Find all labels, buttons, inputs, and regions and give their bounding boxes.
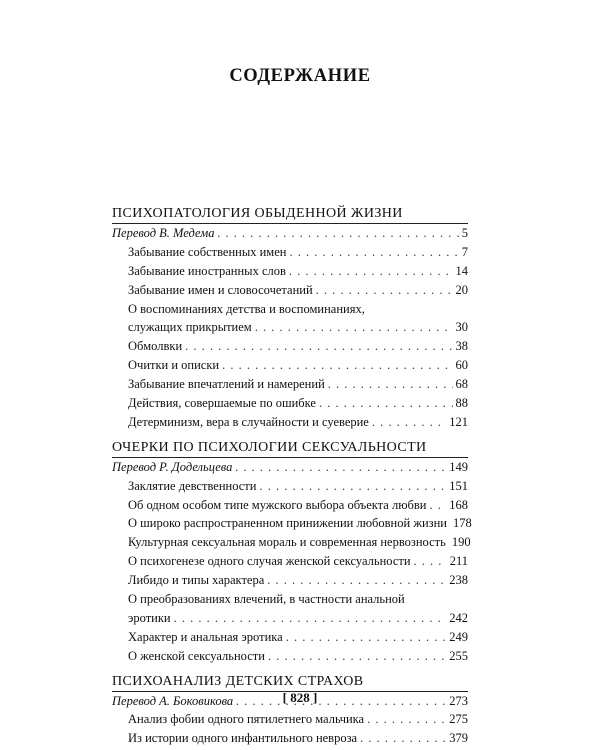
page-number: [ 828 ]	[282, 690, 318, 705]
page-ref: 379	[449, 731, 468, 746]
toc-item	[112, 729, 468, 748]
page-ref: 149	[449, 459, 468, 474]
page-ref: 275	[449, 712, 468, 727]
toc-item-label: Обмолвки	[128, 339, 183, 354]
leader-dots	[429, 496, 446, 515]
leader-dots	[268, 647, 446, 666]
page-ref: 30	[455, 320, 468, 335]
section-title: ПСИХОПАТОЛОГИЯ ОБЫДЕННОЙ ЖИЗНИ	[112, 206, 403, 221]
page-ref: 249	[449, 629, 468, 644]
page-ref: 238	[449, 573, 468, 588]
toc-item-label: Анализ фобии одного пятилетнего мальчика	[128, 712, 365, 727]
toc-item	[112, 628, 468, 647]
leader-dots	[316, 281, 453, 300]
toc-item-label: О психогенезе одного случая женской сексуальности	[128, 554, 411, 569]
toc-item	[112, 571, 468, 590]
page-title: СОДЕРЖАНИЕ	[229, 66, 371, 86]
leader-dots	[222, 356, 452, 375]
toc-item-label: Детерминизм, вера в случайности и суеверие	[128, 414, 369, 429]
toc-item-label: Либидо и типы характера	[128, 573, 265, 588]
toc-section	[112, 206, 468, 432]
toc-item-label: Об одном особом типе мужского выбора объекта любви	[128, 497, 427, 512]
leader-dots	[372, 413, 446, 432]
page-ref: 68	[455, 377, 468, 392]
toc-item-label: Характер и анальная эротика	[128, 629, 283, 644]
toc-item	[112, 590, 468, 628]
translator-label: Перевод Р. Додельцева	[112, 459, 233, 474]
toc-item-label: Забывание иностранных слов	[128, 263, 286, 278]
toc-item	[112, 337, 468, 356]
leader-dots	[259, 477, 446, 496]
toc-item-label: Действия, совершаемые по ошибке	[128, 396, 316, 410]
toc-item-label: О широко распространенном принижении любовной жизни	[128, 516, 447, 531]
page-ref: 242	[449, 610, 468, 625]
leader-dots	[286, 628, 447, 647]
toc-item-label: служащих прикрытием	[128, 320, 252, 335]
page-ref: 5	[461, 225, 468, 240]
page-ref: 168	[449, 497, 468, 512]
leader-dots	[174, 609, 447, 628]
leader-dots	[235, 458, 446, 477]
page-ref: 38	[455, 339, 468, 354]
toc-item-label: Культурная сексуальная мораль и современная нервозность	[128, 535, 446, 550]
translator-row	[112, 224, 468, 243]
page-ref: 211	[449, 554, 468, 569]
page-ref: 20	[455, 282, 468, 297]
leader-dots	[289, 262, 453, 281]
leader-dots	[289, 243, 458, 262]
toc-item-label: Очитки и описки	[128, 358, 220, 373]
toc-item	[112, 533, 471, 552]
page-ref: 178	[452, 516, 472, 531]
section-title: ПСИХОАНАЛИЗ ДЕТСКИХ СТРАХОВ	[112, 673, 364, 689]
toc-item	[112, 710, 468, 729]
toc-item	[112, 647, 468, 666]
leader-dots	[414, 552, 447, 571]
page-ref: 7	[461, 244, 468, 259]
leader-dots	[319, 394, 453, 413]
toc-section	[112, 439, 472, 666]
page-ref: 151	[449, 478, 468, 493]
toc-item	[112, 477, 468, 496]
toc-item	[112, 496, 468, 515]
table-of-contents	[112, 206, 472, 748]
toc-item	[112, 243, 468, 262]
translator-label: Перевод В. Медема	[112, 225, 215, 240]
toc-item-label: эротики	[128, 610, 171, 625]
toc-item-label-line1: О преобразованиях влечений, в частности анальной	[128, 592, 405, 607]
leader-dots	[367, 710, 446, 729]
toc-item-label: Забывание имен и словосочетаний	[128, 282, 313, 297]
toc-item	[112, 300, 468, 338]
toc-item-label: Заклятие девственности	[128, 478, 257, 493]
translator-label: Перевод А. Боковикова	[112, 693, 234, 708]
toc-item-label: Забывание собственных имен	[128, 244, 287, 259]
toc-item-label: О женской сексуальности	[128, 648, 265, 663]
page-ref: 190	[451, 535, 471, 550]
page-ref: 88	[455, 396, 468, 410]
translator-row	[112, 458, 468, 477]
toc-item	[112, 262, 468, 281]
leader-dots	[185, 337, 452, 356]
toc-item-label-line1: О воспоминаниях детства и воспоминаниях,	[128, 301, 365, 316]
section-title: ОЧЕРКИ ПО ПСИХОЛОГИИ СЕКСУАЛЬНОСТИ	[112, 439, 427, 455]
toc-item	[112, 514, 472, 533]
toc-item-label: Забывание впечатлений и намерений	[128, 377, 325, 392]
page-ref: 60	[455, 358, 468, 373]
toc-item-label: Из истории одного инфантильного невроза	[128, 731, 358, 746]
leader-dots	[255, 318, 453, 337]
toc-section	[112, 674, 468, 749]
leader-dots	[328, 375, 453, 394]
page-ref: 14	[455, 263, 468, 278]
leader-dots	[217, 224, 458, 243]
toc-item	[112, 394, 468, 413]
leader-dots	[267, 571, 446, 590]
page-ref: 121	[449, 414, 468, 429]
toc-item	[112, 356, 468, 375]
leader-dots	[360, 729, 446, 748]
toc-item	[112, 413, 468, 432]
page-ref: 273	[449, 693, 468, 708]
toc-item	[112, 552, 468, 571]
toc-item	[112, 281, 468, 300]
page-ref: 255	[449, 648, 468, 663]
toc-item	[112, 375, 468, 394]
